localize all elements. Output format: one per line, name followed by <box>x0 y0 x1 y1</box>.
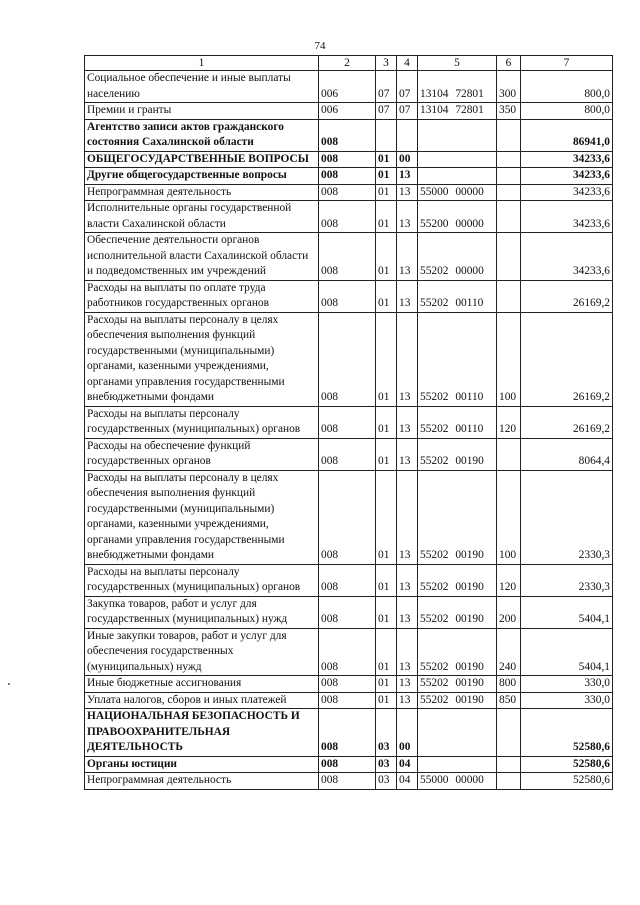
item-name: Расходы на выплаты персоналу в целях обеспечения выполнения функций государственными (муниципальными) органами, казенными учреждениями, органами управления государственными внебюджетными фондами <box>85 470 319 564</box>
table-row <box>85 709 613 757</box>
section-code: 03 <box>376 709 397 757</box>
target-article-code <box>418 709 497 757</box>
department-code: 008 <box>319 756 376 773</box>
table-row <box>85 280 613 312</box>
subsection-code: 13 <box>397 470 418 564</box>
table-row <box>85 312 613 406</box>
section-code: 01 <box>376 151 397 168</box>
expense-type-code: 100 <box>497 470 521 564</box>
expense-type-code <box>497 756 521 773</box>
subsection-code: 13 <box>397 406 418 438</box>
amount: 800,0 <box>521 71 613 103</box>
item-name: НАЦИОНАЛЬНАЯ БЕЗОПАСНОСТЬ И ПРАВООХРАНИТЕЛЬНАЯ ДЕЯТЕЛЬНОСТЬ <box>85 709 319 757</box>
subsection-code: 04 <box>397 756 418 773</box>
expense-type-code: 200 <box>497 596 521 628</box>
target-article-code <box>418 119 497 151</box>
department-code: 008 <box>319 151 376 168</box>
target-article-code: 55202 00190 <box>418 692 497 709</box>
expense-type-code: 300 <box>497 71 521 103</box>
subsection-code: 00 <box>397 151 418 168</box>
department-code: 008 <box>319 184 376 201</box>
department-code: 008 <box>319 628 376 676</box>
table-row <box>85 184 613 201</box>
amount: 330,0 <box>521 676 613 693</box>
subsection-code: 00 <box>397 709 418 757</box>
expense-type-code: 850 <box>497 692 521 709</box>
department-code: 008 <box>319 470 376 564</box>
subsection-code: 13 <box>397 233 418 281</box>
department-code: 008 <box>319 596 376 628</box>
section-code: 01 <box>376 470 397 564</box>
table-row <box>85 438 613 470</box>
table-row <box>85 151 613 168</box>
expense-type-code <box>497 168 521 185</box>
section-code: 01 <box>376 438 397 470</box>
item-name: Другие общегосударственные вопросы <box>85 168 319 185</box>
amount: 26169,2 <box>521 280 613 312</box>
section-code: 01 <box>376 280 397 312</box>
target-article-code: 55202 00110 <box>418 406 497 438</box>
section-code: 01 <box>376 406 397 438</box>
subsection-code <box>397 119 418 151</box>
table-row <box>85 119 613 151</box>
section-code: 01 <box>376 201 397 233</box>
item-name: Непрограммная деятельность <box>85 184 319 201</box>
page-number: 74 <box>314 40 326 52</box>
section-code: 01 <box>376 233 397 281</box>
header-cell: 7 <box>521 56 613 71</box>
table-row <box>85 103 613 120</box>
department-code: 008 <box>319 692 376 709</box>
amount: 52580,6 <box>521 756 613 773</box>
target-article-code <box>418 168 497 185</box>
header-cell: 6 <box>497 56 521 71</box>
expense-type-code <box>497 709 521 757</box>
expense-type-code <box>497 184 521 201</box>
subsection-code: 07 <box>397 103 418 120</box>
department-code: 008 <box>319 201 376 233</box>
expense-type-code <box>497 151 521 168</box>
item-name: Расходы на обеспечение функций государственных органов <box>85 438 319 470</box>
section-code: 01 <box>376 596 397 628</box>
amount: 52580,6 <box>521 709 613 757</box>
section-code: 01 <box>376 628 397 676</box>
target-article-code: 55202 00190 <box>418 596 497 628</box>
table-row <box>85 168 613 185</box>
item-name: Обеспечение деятельности органов исполнительной власти Сахалинской области и подведомственных им учреждений <box>85 233 319 281</box>
table-row <box>85 406 613 438</box>
amount: 800,0 <box>521 103 613 120</box>
subsection-code: 07 <box>397 71 418 103</box>
department-code: 008 <box>319 233 376 281</box>
header-cell: 4 <box>397 56 418 71</box>
expense-type-code <box>497 773 521 790</box>
header-cell: 2 <box>319 56 376 71</box>
item-name: Уплата налогов, сборов и иных платежей <box>85 692 319 709</box>
subsection-code: 13 <box>397 168 418 185</box>
scan-speck <box>8 683 10 685</box>
expense-type-code: 350 <box>497 103 521 120</box>
subsection-code: 04 <box>397 773 418 790</box>
amount: 86941,0 <box>521 119 613 151</box>
item-name: ОБЩЕГОСУДАРСТВЕННЫЕ ВОПРОСЫ <box>85 151 319 168</box>
amount: 34233,6 <box>521 168 613 185</box>
amount: 5404,1 <box>521 628 613 676</box>
target-article-code: 55202 00190 <box>418 438 497 470</box>
department-code: 008 <box>319 709 376 757</box>
section-code: 01 <box>376 184 397 201</box>
table-row <box>85 71 613 103</box>
target-article-code: 55000 00000 <box>418 184 497 201</box>
subsection-code: 13 <box>397 628 418 676</box>
amount: 26169,2 <box>521 312 613 406</box>
subsection-code: 13 <box>397 280 418 312</box>
section-code: 03 <box>376 756 397 773</box>
section-code: 01 <box>376 168 397 185</box>
table-row <box>85 470 613 564</box>
item-name: Расходы на выплаты персоналу в целях обеспечения выполнения функций государственными (муниципальными) органами, казенными учреждениями, органами управления государственными внебюджетными фондами <box>85 312 319 406</box>
target-article-code: 55202 00110 <box>418 280 497 312</box>
subsection-code: 13 <box>397 676 418 693</box>
department-code: 008 <box>319 280 376 312</box>
item-name: Иные закупки товаров, работ и услуг для обеспечения государственных (муниципальных) нужд <box>85 628 319 676</box>
amount: 34233,6 <box>521 151 613 168</box>
item-name: Расходы на выплаты персоналу государственных (муниципальных) органов <box>85 564 319 596</box>
target-article-code: 55000 00000 <box>418 773 497 790</box>
item-name: Непрограммная деятельность <box>85 773 319 790</box>
table-row <box>85 564 613 596</box>
target-article-code: 55202 00190 <box>418 470 497 564</box>
section-code <box>376 119 397 151</box>
target-article-code: 13104 72801 <box>418 71 497 103</box>
target-article-code: 55200 00000 <box>418 201 497 233</box>
table-row <box>85 692 613 709</box>
department-code: 008 <box>319 773 376 790</box>
expense-type-code <box>497 201 521 233</box>
target-article-code: 55202 00190 <box>418 676 497 693</box>
item-name: Иные бюджетные ассигнования <box>85 676 319 693</box>
table-row <box>85 756 613 773</box>
item-name: Органы юстиции <box>85 756 319 773</box>
subsection-code: 13 <box>397 596 418 628</box>
section-code: 01 <box>376 692 397 709</box>
department-code: 006 <box>319 71 376 103</box>
amount: 2330,3 <box>521 470 613 564</box>
subsection-code: 13 <box>397 201 418 233</box>
department-code: 008 <box>319 438 376 470</box>
department-code: 008 <box>319 676 376 693</box>
expense-type-code <box>497 233 521 281</box>
header-cell: 3 <box>376 56 397 71</box>
item-name: Расходы на выплаты персоналу государственных (муниципальных) органов <box>85 406 319 438</box>
table-row <box>85 773 613 790</box>
amount: 52580,6 <box>521 773 613 790</box>
subsection-code: 13 <box>397 438 418 470</box>
expense-type-code: 240 <box>497 628 521 676</box>
expense-type-code <box>497 280 521 312</box>
section-code: 07 <box>376 71 397 103</box>
target-article-code: 55202 00190 <box>418 628 497 676</box>
subsection-code: 13 <box>397 184 418 201</box>
target-article-code: 55202 00190 <box>418 564 497 596</box>
amount: 8064,4 <box>521 438 613 470</box>
header-cell: 5 <box>418 56 497 71</box>
target-article-code <box>418 756 497 773</box>
expense-type-code: 100 <box>497 312 521 406</box>
amount: 2330,3 <box>521 564 613 596</box>
amount: 26169,2 <box>521 406 613 438</box>
expense-type-code: 120 <box>497 406 521 438</box>
amount: 34233,6 <box>521 201 613 233</box>
table-row <box>85 233 613 281</box>
section-code: 01 <box>376 676 397 693</box>
amount: 5404,1 <box>521 596 613 628</box>
table-row <box>85 201 613 233</box>
budget-table <box>84 55 613 790</box>
item-name: Закупка товаров, работ и услуг для государственных (муниципальных) нужд <box>85 596 319 628</box>
expense-type-code <box>497 438 521 470</box>
table-row <box>85 628 613 676</box>
table-row <box>85 596 613 628</box>
amount: 34233,6 <box>521 184 613 201</box>
section-code: 01 <box>376 564 397 596</box>
header-cell: 1 <box>85 56 319 71</box>
item-name: Расходы на выплаты по оплате труда работников государственных органов <box>85 280 319 312</box>
table-row <box>85 676 613 693</box>
subsection-code: 13 <box>397 312 418 406</box>
section-code: 01 <box>376 312 397 406</box>
item-name: Социальное обеспечение и иные выплаты населению <box>85 71 319 103</box>
target-article-code: 55202 00000 <box>418 233 497 281</box>
expense-type-code: 800 <box>497 676 521 693</box>
section-code: 03 <box>376 773 397 790</box>
department-code: 008 <box>319 564 376 596</box>
subsection-code: 13 <box>397 564 418 596</box>
item-name: Агентство записи актов гражданского состояния Сахалинской области <box>85 119 319 151</box>
department-code: 008 <box>319 312 376 406</box>
item-name: Премии и гранты <box>85 103 319 120</box>
target-article-code: 13104 72801 <box>418 103 497 120</box>
department-code: 008 <box>319 406 376 438</box>
amount: 34233,6 <box>521 233 613 281</box>
header-row <box>85 56 613 71</box>
expense-type-code <box>497 119 521 151</box>
target-article-code <box>418 151 497 168</box>
amount: 330,0 <box>521 692 613 709</box>
department-code: 008 <box>319 168 376 185</box>
subsection-code: 13 <box>397 692 418 709</box>
target-article-code: 55202 00110 <box>418 312 497 406</box>
section-code: 07 <box>376 103 397 120</box>
expense-type-code: 120 <box>497 564 521 596</box>
department-code: 008 <box>319 119 376 151</box>
item-name: Исполнительные органы государственной власти Сахалинской области <box>85 201 319 233</box>
department-code: 006 <box>319 103 376 120</box>
